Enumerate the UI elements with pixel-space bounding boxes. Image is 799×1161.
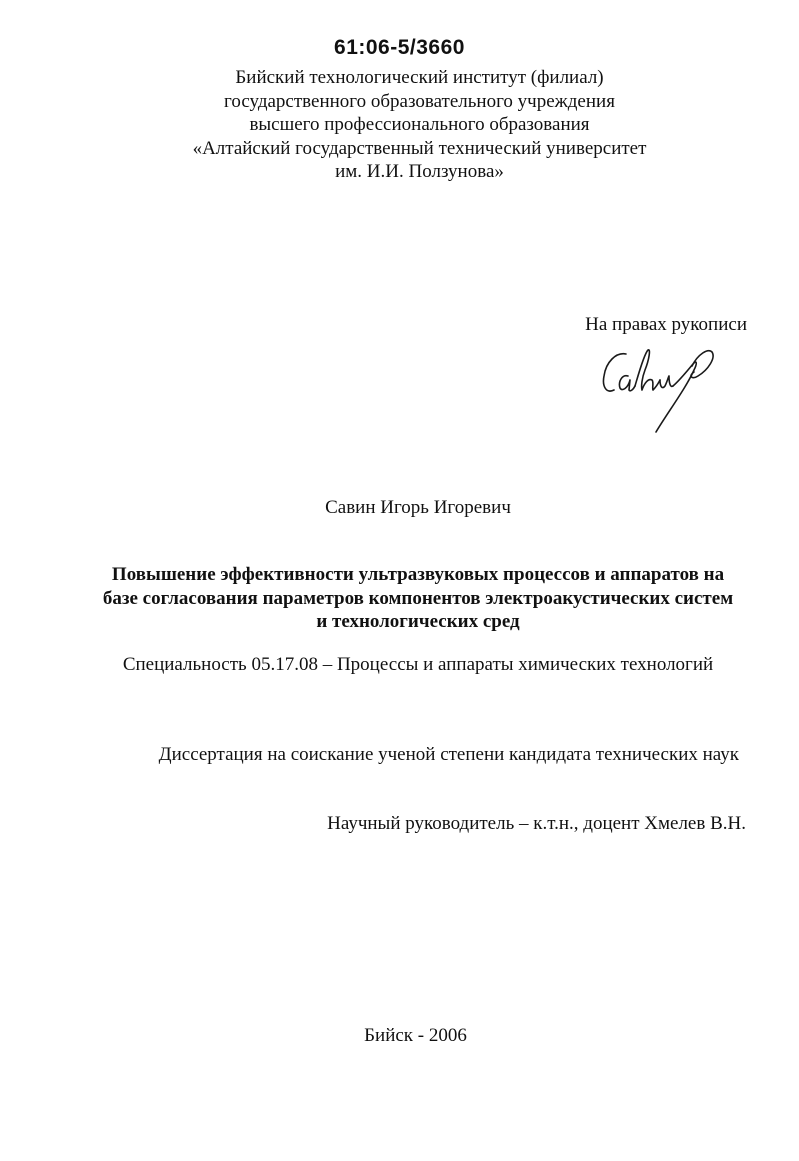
title-line: базе согласования параметров компонентов электроакустических систем: [102, 587, 734, 609]
city-year: Бийск - 2006: [364, 1025, 467, 1046]
title-line: Повышение эффективности ультразвуковых процессов и аппаратов на: [111, 564, 725, 585]
dissertation-note: Диссертация на соискание ученой степени кандидата технических наук: [158, 744, 739, 765]
title-line: и технологических сред: [316, 611, 520, 632]
institution-line: высшего профессионального образования: [249, 114, 590, 135]
specialty-line: Специальность 05.17.08 – Процессы и аппараты химических технологий: [122, 654, 714, 675]
manuscript-rights-note: На правах рукописи: [585, 314, 747, 335]
handwritten-signature: [598, 340, 728, 435]
catalog-code: 61:06-5/3660: [334, 36, 465, 59]
institution-line: государственного образовательного учреждения: [224, 90, 615, 112]
dissertation-title: [0, 563, 799, 634]
author-name: Савин Игорь Игоревич: [325, 497, 511, 518]
supervisor-line: Научный руководитель – к.т.н., доцент Хмелев В.Н.: [327, 813, 746, 834]
institution-line: «Алтайский государственный технический университет: [192, 137, 647, 159]
institution-block: [0, 66, 799, 184]
institution-line: Бийский технологический институт (филиал): [235, 67, 604, 88]
institution-line: им. И.И. Ползунова»: [335, 161, 504, 182]
